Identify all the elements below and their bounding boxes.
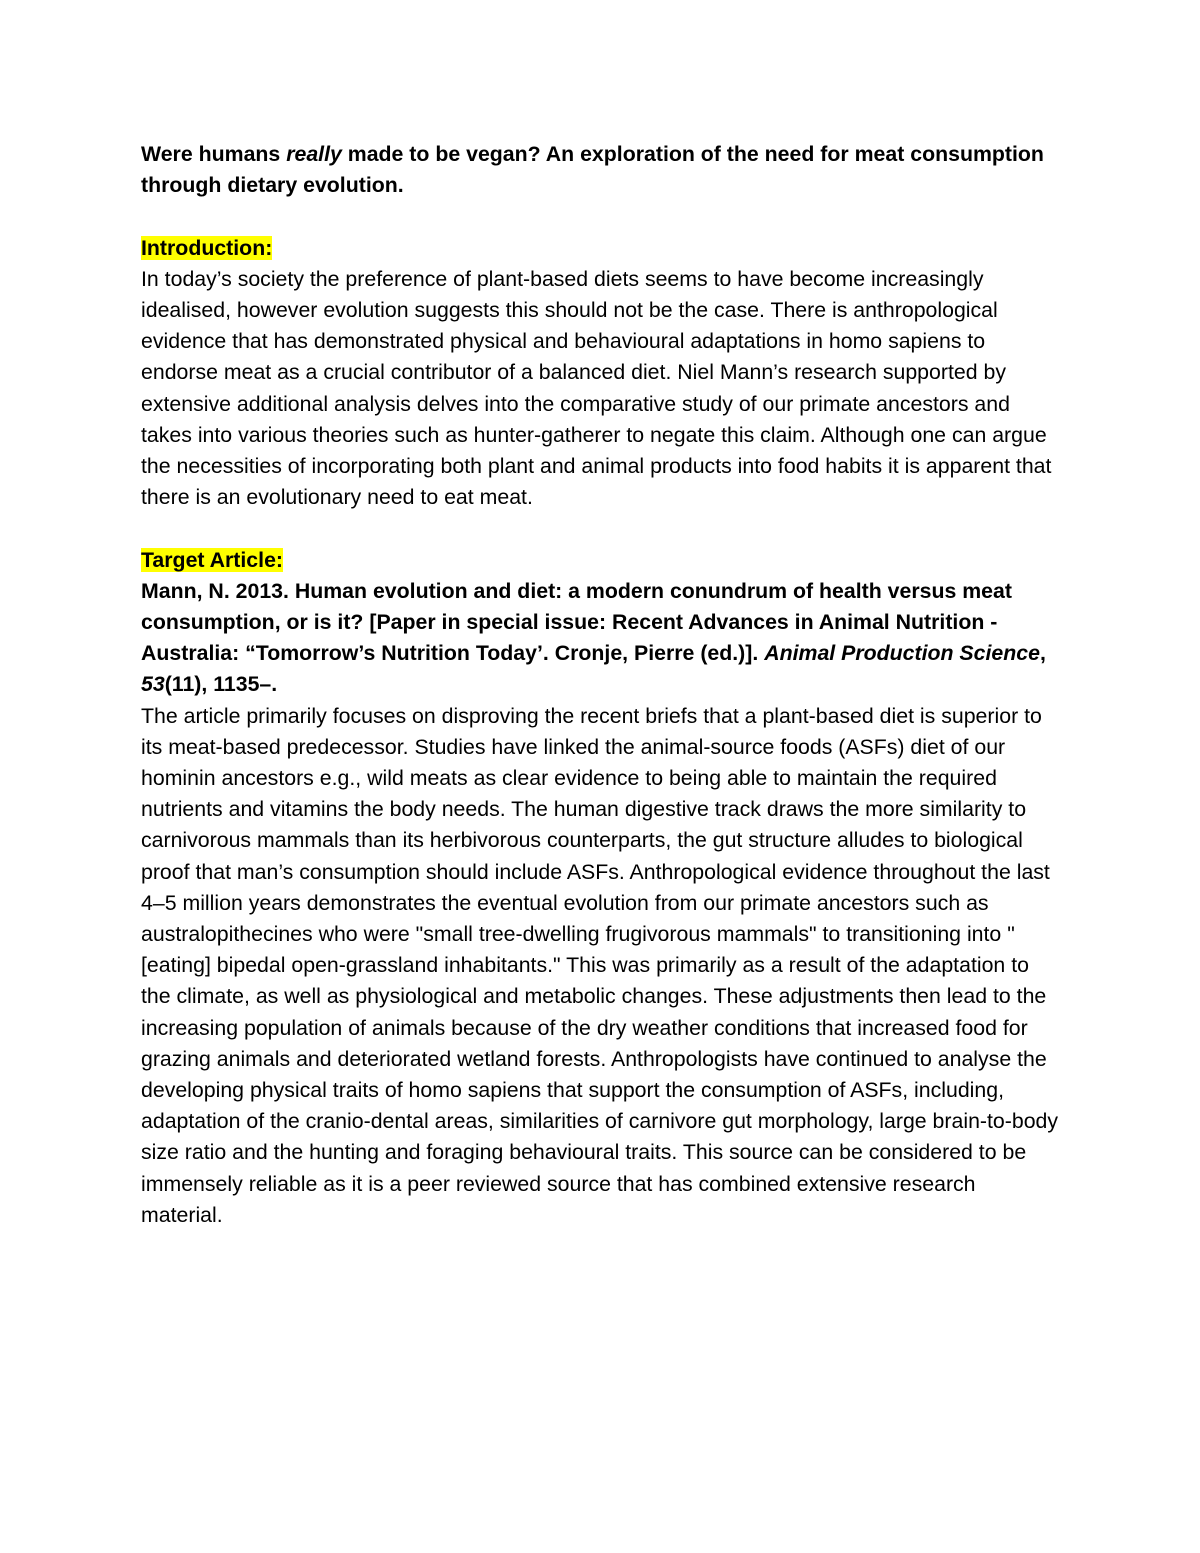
citation-journal: Animal Production Science (764, 641, 1040, 666)
title-part-2: made to be vegan? An exploration of the need for meat consumption through dietary evolution. (141, 142, 1044, 198)
document-title (141, 139, 1059, 201)
introduction-heading (141, 233, 1059, 264)
target-article-heading-text: Target Article: (141, 547, 284, 572)
introduction-heading-text: Introduction: (141, 235, 273, 260)
title-part-1: Were humans (141, 142, 287, 166)
citation-part-2: (11), 1135–. (164, 672, 278, 697)
citation-volume: 53 (141, 672, 165, 697)
article-citation (141, 576, 1059, 701)
citation-separator: , (1039, 641, 1046, 666)
target-article-paragraph: The article primarily focuses on disproving the recent briefs that a plant-based diet is superior to its meat-based predecessor. Studies have linked the animal-source foods (ASFs) diet of our hominin ancestors e.g., wild meats as clear evidence to being able to maintain the required nutrients and vitamins the body needs. The human digestive track draws the more similarity to carnivorous mammals than its herbivorous counterparts, the gut structure alludes to biological proof that man’s consumption should include ASFs. Anthropological evidence throughout the last 4–5 million years demonstrates the eventual evolution from our primate ancestors such as australopithecines who were "small tree-dwelling frugivorous mammals" to transitioning into "[eating] bipedal open-grassland inhabitants." This was primarily as a result of the adaptation to the climate, as well as physiological and metabolic changes. These adjustments then lead to the increasing population of animals because of the dry weather conditions that increased food for grazing animals and deteriorated wetland forests. Anthropologists have continued to analyse the developing physical traits of homo sapiens that support the consumption of ASFs, including, adaptation of the cranio-dental areas, similarities of carnivore gut morphology, large brain-to-body size ratio and the hunting and foraging behavioural traits. This source can be considered to be immensely reliable as it is a peer reviewed source that has combined extensive research material. (141, 703, 1059, 1227)
citation-part-1: Mann, N. 2013. Human evolution and diet: a modern conundrum of health versus meat consumption, or is it? [Paper in special issue: Recent Advances in Animal Nutrition - Australia: “Tomorrow’s Nutrition Today’. Cronje, Pierre (ed.)]. (141, 578, 1012, 666)
title-italic-word: really (286, 142, 342, 166)
document-body (141, 139, 1059, 1262)
introduction-paragraph: In today’s society the preference of plant-based diets seems to have become increasingly idealised, however evolution suggests this should not be the case. There is anthropological evidence that has demonstrated physical and behavioural adaptations in homo sapiens to endorse meat as a crucial contributor of a balanced diet. Niel Mann’s research supported by extensive additional analysis delves into the comparative study of our primate ancestors and takes into various theories such as hunter-gatherer to negate this claim. Although one can argue the necessities of incorporating both plant and animal products into food habits it is apparent that there is an evolutionary need to eat meat. (141, 266, 1052, 510)
target-article-heading (141, 545, 1059, 576)
